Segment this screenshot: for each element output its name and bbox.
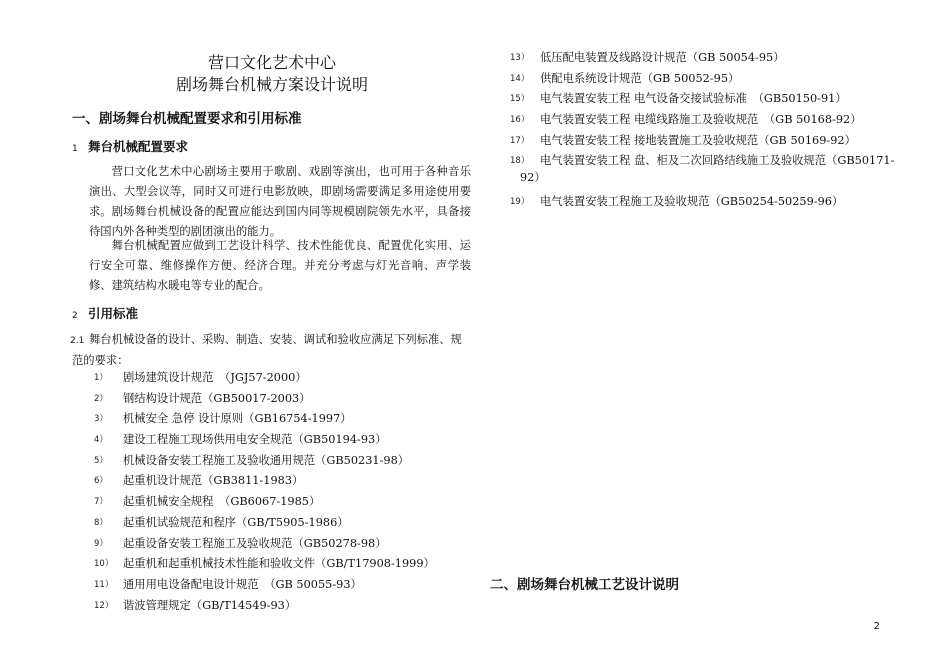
standards-list-left <box>94 368 474 616</box>
section1-heading: 一、剧场舞台机械配置要求和引用标准 <box>72 111 302 127</box>
list-item-text: 剧场建筑设计规范 （JGJ57-2000） <box>123 371 307 384</box>
list-item <box>94 513 474 534</box>
list-item-text: 低压配电装置及线路设计规范（GB 50054-95） <box>540 51 785 64</box>
list-item-text: 起重机械安全规程 （GB6067-1985） <box>123 495 321 509</box>
list-item-text: 电气装置安装工程 盘、柜及二次回路结线施工及验收规范（GB50171- <box>540 154 895 168</box>
list-item-text: 起重机设计规范（GB3811-1983） <box>123 474 304 488</box>
list-item <box>94 492 474 513</box>
list-item <box>510 69 910 90</box>
paragraph-3: 舞台机械配置应做到工艺设计科学、技术性能优良、配置优化实用、运行安全可靠、维修操作方便、经济合理。并充分考虑与灯光音响、声学装修、建筑结构水暖电等专业的配合。 <box>89 239 471 292</box>
list-item-number: 3） <box>94 414 108 425</box>
list-item <box>510 89 910 110</box>
list-item <box>94 575 474 596</box>
paragraph-1: 营口文化艺术中心剧场主要用于歌剧、戏剧等演出，也可用于各种音乐演出、大型会议等，同时又可进行电影放映，即剧场需要满足多用途使用要求。 <box>89 165 471 218</box>
list-item <box>510 131 910 152</box>
list-item <box>94 471 474 492</box>
list-item-number: 6） <box>94 476 108 487</box>
list-item <box>94 389 474 410</box>
list-item-number: 1） <box>94 373 108 383</box>
list-item-number: 15） <box>510 94 530 105</box>
note-text: 舞台机械设备的设计、采购、制造、安装、调试和验收应满足下列标准、规范的要求： <box>72 333 462 367</box>
list-item <box>94 409 474 430</box>
list-item <box>94 451 474 472</box>
requirement-note <box>72 330 472 371</box>
list-item-number: 16） <box>510 115 530 126</box>
list-item-number: 18） <box>510 156 530 167</box>
list-item-number: 5） <box>94 455 108 466</box>
list-item-continuation: 92） <box>520 171 546 185</box>
page-number: 2 <box>873 621 880 632</box>
list-item-number: 17） <box>510 135 530 146</box>
sub2-number: 2 <box>72 311 78 321</box>
section2-heading: 二、剧场舞台机械工艺设计说明 <box>490 577 679 593</box>
list-item-text: 供配电系统设计规范（GB 50052-95） <box>540 71 740 85</box>
list-item-number: 2） <box>94 393 108 404</box>
list-item <box>94 596 474 617</box>
list-item-number: 13） <box>510 53 530 63</box>
sub2-title: 引用标准 <box>88 306 139 321</box>
list-item <box>94 430 474 451</box>
list-item <box>94 554 474 575</box>
document-title-line2: 剧场舞台机械方案设计说明 <box>175 75 368 94</box>
list-item-text: 电气装置安装工程 电缆线路施工及验收规范 （GB 50168-92） <box>540 113 862 127</box>
list-item-number: 12） <box>94 600 114 611</box>
sub2-heading <box>72 304 138 322</box>
list-item-number: 14） <box>510 73 530 84</box>
list-item-text: 建设工程施工现场供用电安全规范（GB50194-93） <box>123 433 387 447</box>
sub1-heading <box>72 137 188 155</box>
list-item <box>94 368 474 389</box>
list-item-text: 起重设备安装工程施工及验收规范（GB50278-98） <box>123 536 387 550</box>
list-item <box>510 110 910 131</box>
list-item-text: 电气装置安装工程施工及验收规范（GB50254-50259-96） <box>540 195 844 209</box>
paragraph-2: 剧场舞台机械设备的配置应能达到国内同等规模剧院领先水平，具备接待国内外各种类型的剧团演出的能力。 <box>89 205 471 238</box>
list-item <box>510 48 910 69</box>
list-item <box>510 151 910 192</box>
list-item-number: 4） <box>94 435 108 446</box>
list-item <box>510 192 910 213</box>
list-item-number: 9） <box>94 538 108 549</box>
list-item-text: 通用用电设备配电设计规范 （GB 50055-93） <box>123 577 362 591</box>
document-title-line1: 营口文化艺术中心 <box>207 53 336 72</box>
list-item-text: 谐波管理规定（GB/T14549-93） <box>123 598 297 612</box>
list-item-text: 机械设备安装工程施工及验收通用规范（GB50231-98） <box>123 453 410 467</box>
standards-list-right <box>510 48 910 213</box>
list-item-number: 10） <box>94 559 114 570</box>
note-number: 2.1 <box>70 336 85 346</box>
sub1-title: 舞台机械配置要求 <box>88 139 189 154</box>
list-item-text: 起重机试验规范和程序（GB/T5905-1986） <box>123 515 349 529</box>
list-item-number: 11） <box>94 579 114 590</box>
list-item-number: 7） <box>94 497 108 508</box>
list-item-number: 8） <box>94 517 108 528</box>
list-item-text: 钢结构设计规范（GB50017-2003） <box>123 391 311 405</box>
list-item-text: 电气装置安装工程 接地装置施工及验收规范（GB 50169-92） <box>540 133 856 147</box>
list-item-number: 19） <box>510 197 530 208</box>
list-item-text: 起重机和起重机械技术性能和验收文件（GB/T17908-1999） <box>123 557 435 571</box>
list-item <box>94 534 474 555</box>
list-item-text: 电气装置安装工程 电气设备交接试验标准 （GB50150-91） <box>540 92 847 106</box>
sub1-number: 1 <box>72 144 78 154</box>
list-item-text: 机械安全 急停 设计原则（GB16754-1997） <box>123 412 352 426</box>
